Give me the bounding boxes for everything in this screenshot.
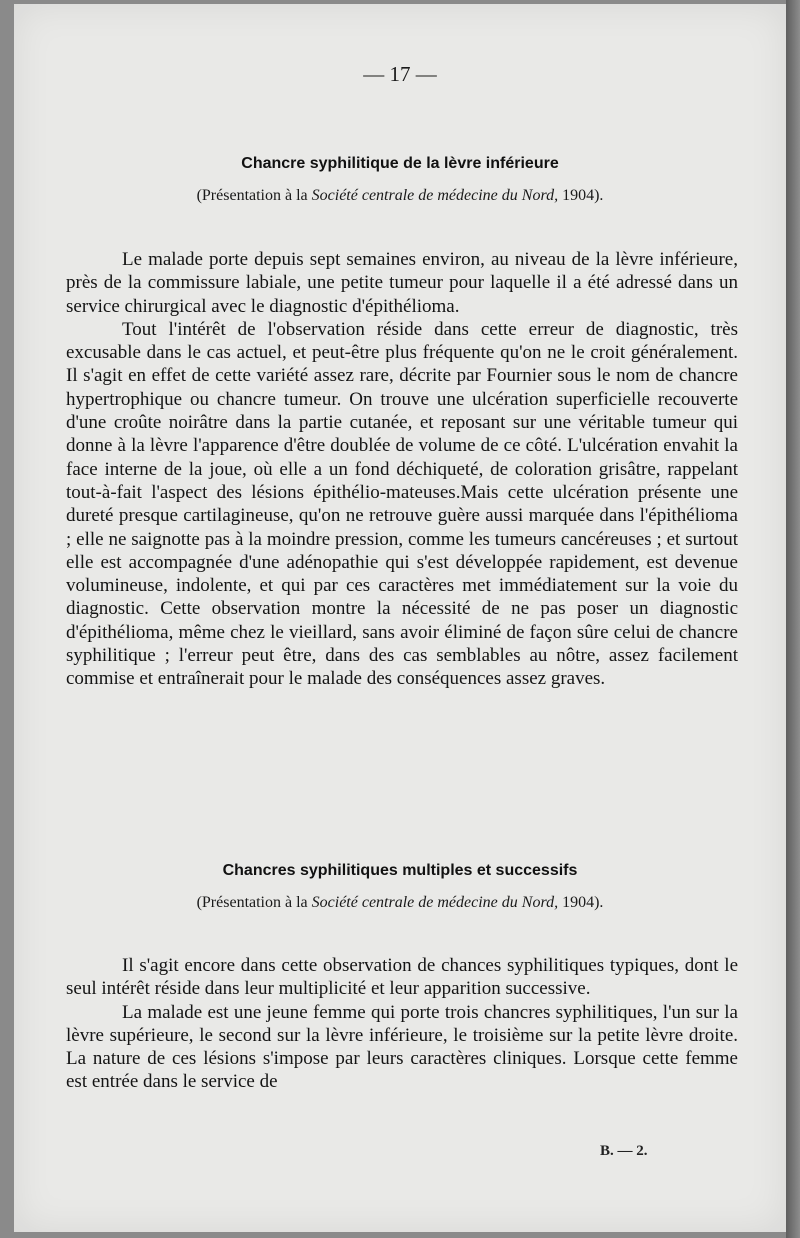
source-journal: Société centrale de médecine du Nord, bbox=[311, 187, 559, 204]
paragraph: La malade est une jeune femme qui porte trois chancres syphilitiques, l'un sur la lèvre supérieure, le second sur la lèvre inférieure, le troisième sur la petite lèvre droite. La nature de ces lésions s'impose par leurs caractères cliniques. Lorsque cette femme est entrée dans le service de bbox=[66, 1001, 738, 1093]
paragraph: Tout l'intérêt de l'observation réside dans cette erreur de diagnostic, très excusable dans le cas actuel, et peut-être plus fréquente qu'on ne le croit généralement. Il s'agit en effet de cette variété assez rare, décrite par Fournier sous le nom de chancre hypertrophique ou chancre tumeur. On trouve une ulcération superficielle recouverte d'une croûte noirâtre dans la partie cutanée, et reposant sur une véritable tumeur qui donne à la lèvre l'apparence d'être doublée de volume de ce côté. L'ulcération envahit la face interne de la joue, où elle a un fond déchiqueté, de coloration grisâtre, rappelant tout-à-fait l'aspect des lésions épithélio-mateuses.Mais cette ulcération présente une dureté presque cartilagineuse, qu'on ne retrouve guère aussi marquée dans l'épithélioma ; elle ne saignotte pas à la moindre pression, comme les tumeurs cancéreuses ; et surtout elle est accompagnée d'une adénopathie qui s'est développée rapidement, est devenue volumineuse, indolente, et qui par ces caractères met immédiatement sur la voie du diagnostic. Cette observation montre la nécessité de ne pas poser un diagnostic d'épithélioma, même chez le vieillard, sans avoir éliminé de façon sûre celui de chancre syphilitique ; l'erreur peut être, dans des cas semblables au nôtre, assez facilement commise et entraînerait pour le malade des conséquences assez graves. bbox=[66, 318, 738, 690]
page-number: — 17 — bbox=[363, 62, 437, 86]
section-source-2 bbox=[14, 894, 786, 912]
source-year: 1904). bbox=[558, 187, 604, 204]
paragraph: Il s'agit encore dans cette observation de chances syphilitiques typiques, dont le seul intérêt réside dans leur multiplicité et leur apparition successive. bbox=[66, 955, 738, 1000]
page-edge-shadow bbox=[786, 0, 800, 1238]
section-title-1: Chancre syphilitique de la lèvre inférieure bbox=[241, 155, 559, 172]
source-journal: Société centrale de médecine du Nord, bbox=[311, 894, 559, 911]
section-body-2 bbox=[66, 954, 738, 1094]
document-page bbox=[14, 4, 786, 1232]
paragraph: Le malade porte depuis sept semaines environ, au niveau de la lèvre inférieure, près de la commissure labiale, une petite tumeur pour laquelle il a été adressé dans un service chirurgical avec le diagnostic d'épithélioma. bbox=[66, 249, 738, 317]
section-body-1 bbox=[66, 248, 738, 691]
source-prefix: (Présentation à la bbox=[196, 894, 312, 911]
source-prefix: (Présentation à la bbox=[196, 187, 312, 204]
signature-mark: B. — 2. bbox=[600, 1143, 648, 1159]
section-source-1 bbox=[14, 187, 786, 205]
source-year: 1904). bbox=[558, 894, 604, 911]
section-title-2: Chancres syphilitiques multiples et successifs bbox=[222, 862, 578, 879]
